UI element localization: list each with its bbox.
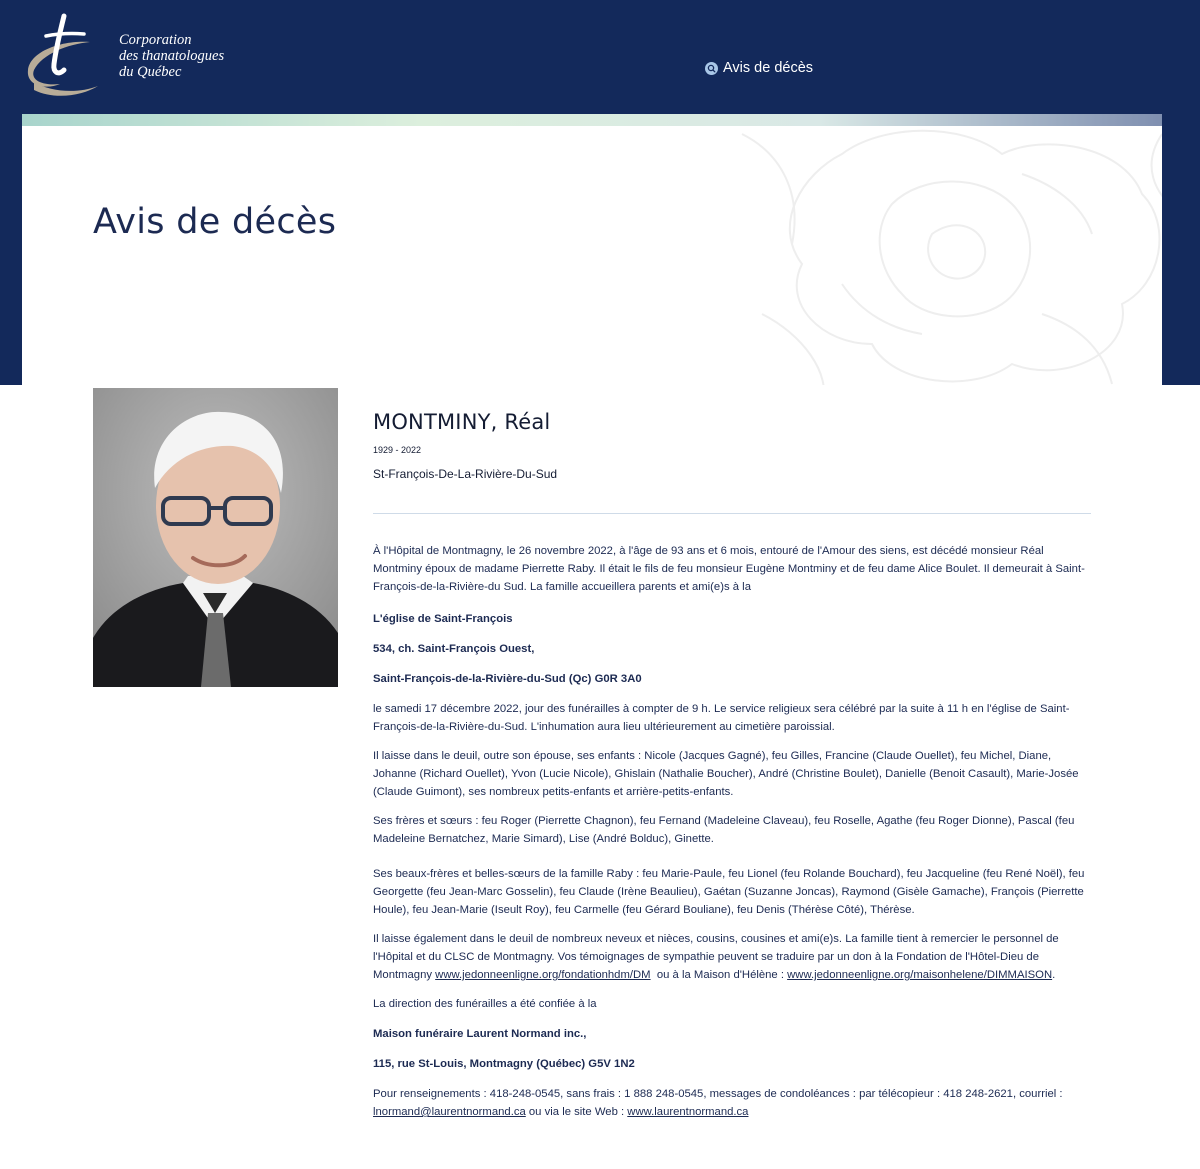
obit-paragraph-8 [373, 1085, 1091, 1121]
email-link[interactable]: lnormand@laurentnormand.ca [373, 1106, 526, 1118]
portrait-image [93, 388, 338, 687]
maison-helene-link[interactable]: www.jedonneenligne.org/maisonhelene/DIMMAISON [787, 969, 1053, 981]
site-header [0, 0, 1200, 385]
obit-paragraph-4: Ses frères et sœurs : feu Roger (Pierrette Chagnon), feu Fernand (Madeleine Claveau), feu Roselle, Agathe (feu Roger Dionne), Pascal (feu Madeleine Bernatchez, Marie Simard), Lise (André Bolduc), Ginette. [373, 815, 1075, 845]
obit-p8-text-2: ou via le site Web : [525, 1106, 628, 1118]
logo-line-3: du Québec [119, 64, 182, 80]
church-address: 534, ch. Saint-François Ouest, [373, 643, 535, 655]
page-title: Avis de décès [93, 202, 337, 242]
tq-monogram-icon [20, 12, 104, 98]
deceased-city: St-François-De-La-Rivière-Du-Sud [373, 467, 558, 481]
obit-p6-text-1: Il laisse également dans le deuil de nombreux neveux et nièces, cousins, cousines et ami(e)s. La famille tient à remercier le personnel de l'Hôpital et du CLSC de Montmagny. Vos témoignages de sympathie peuvent se traduire par un don à la Fondation de l'Hôtel-Dieu de Montmagny [373, 933, 1059, 981]
title-banner [22, 114, 1162, 385]
circle-search-icon [705, 62, 718, 75]
floral-watermark-icon [722, 114, 1162, 385]
church-name: L'église de Saint-François [373, 613, 513, 625]
funeral-home-address: 115, rue St-Louis, Montmagny (Québec) G5V 1N2 [373, 1058, 635, 1070]
obit-paragraph-6 [373, 930, 1091, 984]
deceased-photo [93, 388, 338, 687]
logo-line-2: des thanatologues [119, 48, 225, 64]
obit-paragraph-5: Ses beaux-frères et belles-sœurs de la famille Raby : feu Marie-Paule, feu Lionel (feu Rolande Bouchard), feu Jacqueline (feu René Noël), feu Georgette (feu Jean-Marc Gosselin), feu Claude (Irène Beaulieu), Gaétan (Suzanne Joncas), Raymond (Gisèle Gamache), François (Pierrette Houle), feu Jean-Marie (Iseult Roy), feu Carmelle (feu Gérard Bouliane), feu Denis (Thérèse Côté), Thérèse. [373, 868, 1085, 916]
obituary-text [373, 542, 1091, 1121]
website-link[interactable]: www.laurentnormand.ca [627, 1106, 749, 1118]
obit-p6-text-2: ou à la Maison d'Hélène : [650, 969, 788, 981]
logo-line-1: Corporation [119, 32, 192, 48]
obit-paragraph-1: À l'Hôpital de Montmagny, le 26 novembre 2022, à l'âge de 93 ans et 6 mois, entouré de l'Amour des siens, est décédé monsieur Réal Montminy époux de madame Pierrette Raby. Il était le fils de feu monsieur Eugène Montminy et de feu dame Alice Boulet. Il demeurait à Saint-François-de-la-Rivière-du Sud. La famille accueillera parents et ami(e)s à la [373, 545, 1085, 593]
fondation-hdm-link[interactable]: www.jedonneenligne.org/fondationhdm/DM [435, 969, 651, 981]
obit-paragraph-7: La direction des funérailles a été confiée à la [373, 998, 597, 1010]
obit-p8-text-1: Pour renseignements : 418-248-0545, sans frais : 1 888 248-0545, messages de condoléances : par télécopieur : 418 248-2621, courriel : [373, 1088, 1063, 1100]
obit-paragraph-3: Il laisse dans le deuil, outre son épouse, ses enfants : Nicole (Jacques Gagné), feu Gilles, Francine (Claude Ouellet), feu Michel, Diane, Johanne (Richard Ouellet), Yvon (Lucie Nicole), Ghislain (Nathalie Boucher), André (Christine Boulet), Danielle (Benoit Casault), Marie-Josée (Claude Guimont), ses nombreux petits-enfants et arrière-petits-enfants. [373, 750, 1079, 798]
life-dates: 1929 - 2022 [373, 445, 422, 455]
nav-link-label: Avis de décès [723, 60, 814, 76]
funeral-home-name: Maison funéraire Laurent Normand inc., [373, 1028, 587, 1040]
deceased-name: MONTMINY, Réal [373, 410, 551, 434]
site-logo[interactable] [20, 12, 250, 98]
obit-paragraph-2: le samedi 17 décembre 2022, jour des funérailles à compter de 9 h. Le service religieux sera célébré par la suite à 11 h en l'église de Saint-François-de-la-Rivière-du-Sud. L'inhumation aura lieu ultérieurement au cimetière paroissial. [373, 703, 1070, 733]
church-city: Saint-François-de-la-Rivière-du-Sud (Qc) G0R 3A0 [373, 673, 642, 685]
divider [373, 513, 1091, 514]
logo-wordmark [119, 32, 224, 80]
nav-avis-de-deces[interactable] [705, 60, 813, 76]
obit-p6-text-3: . [1052, 969, 1056, 981]
obituary-content [373, 410, 1091, 1132]
